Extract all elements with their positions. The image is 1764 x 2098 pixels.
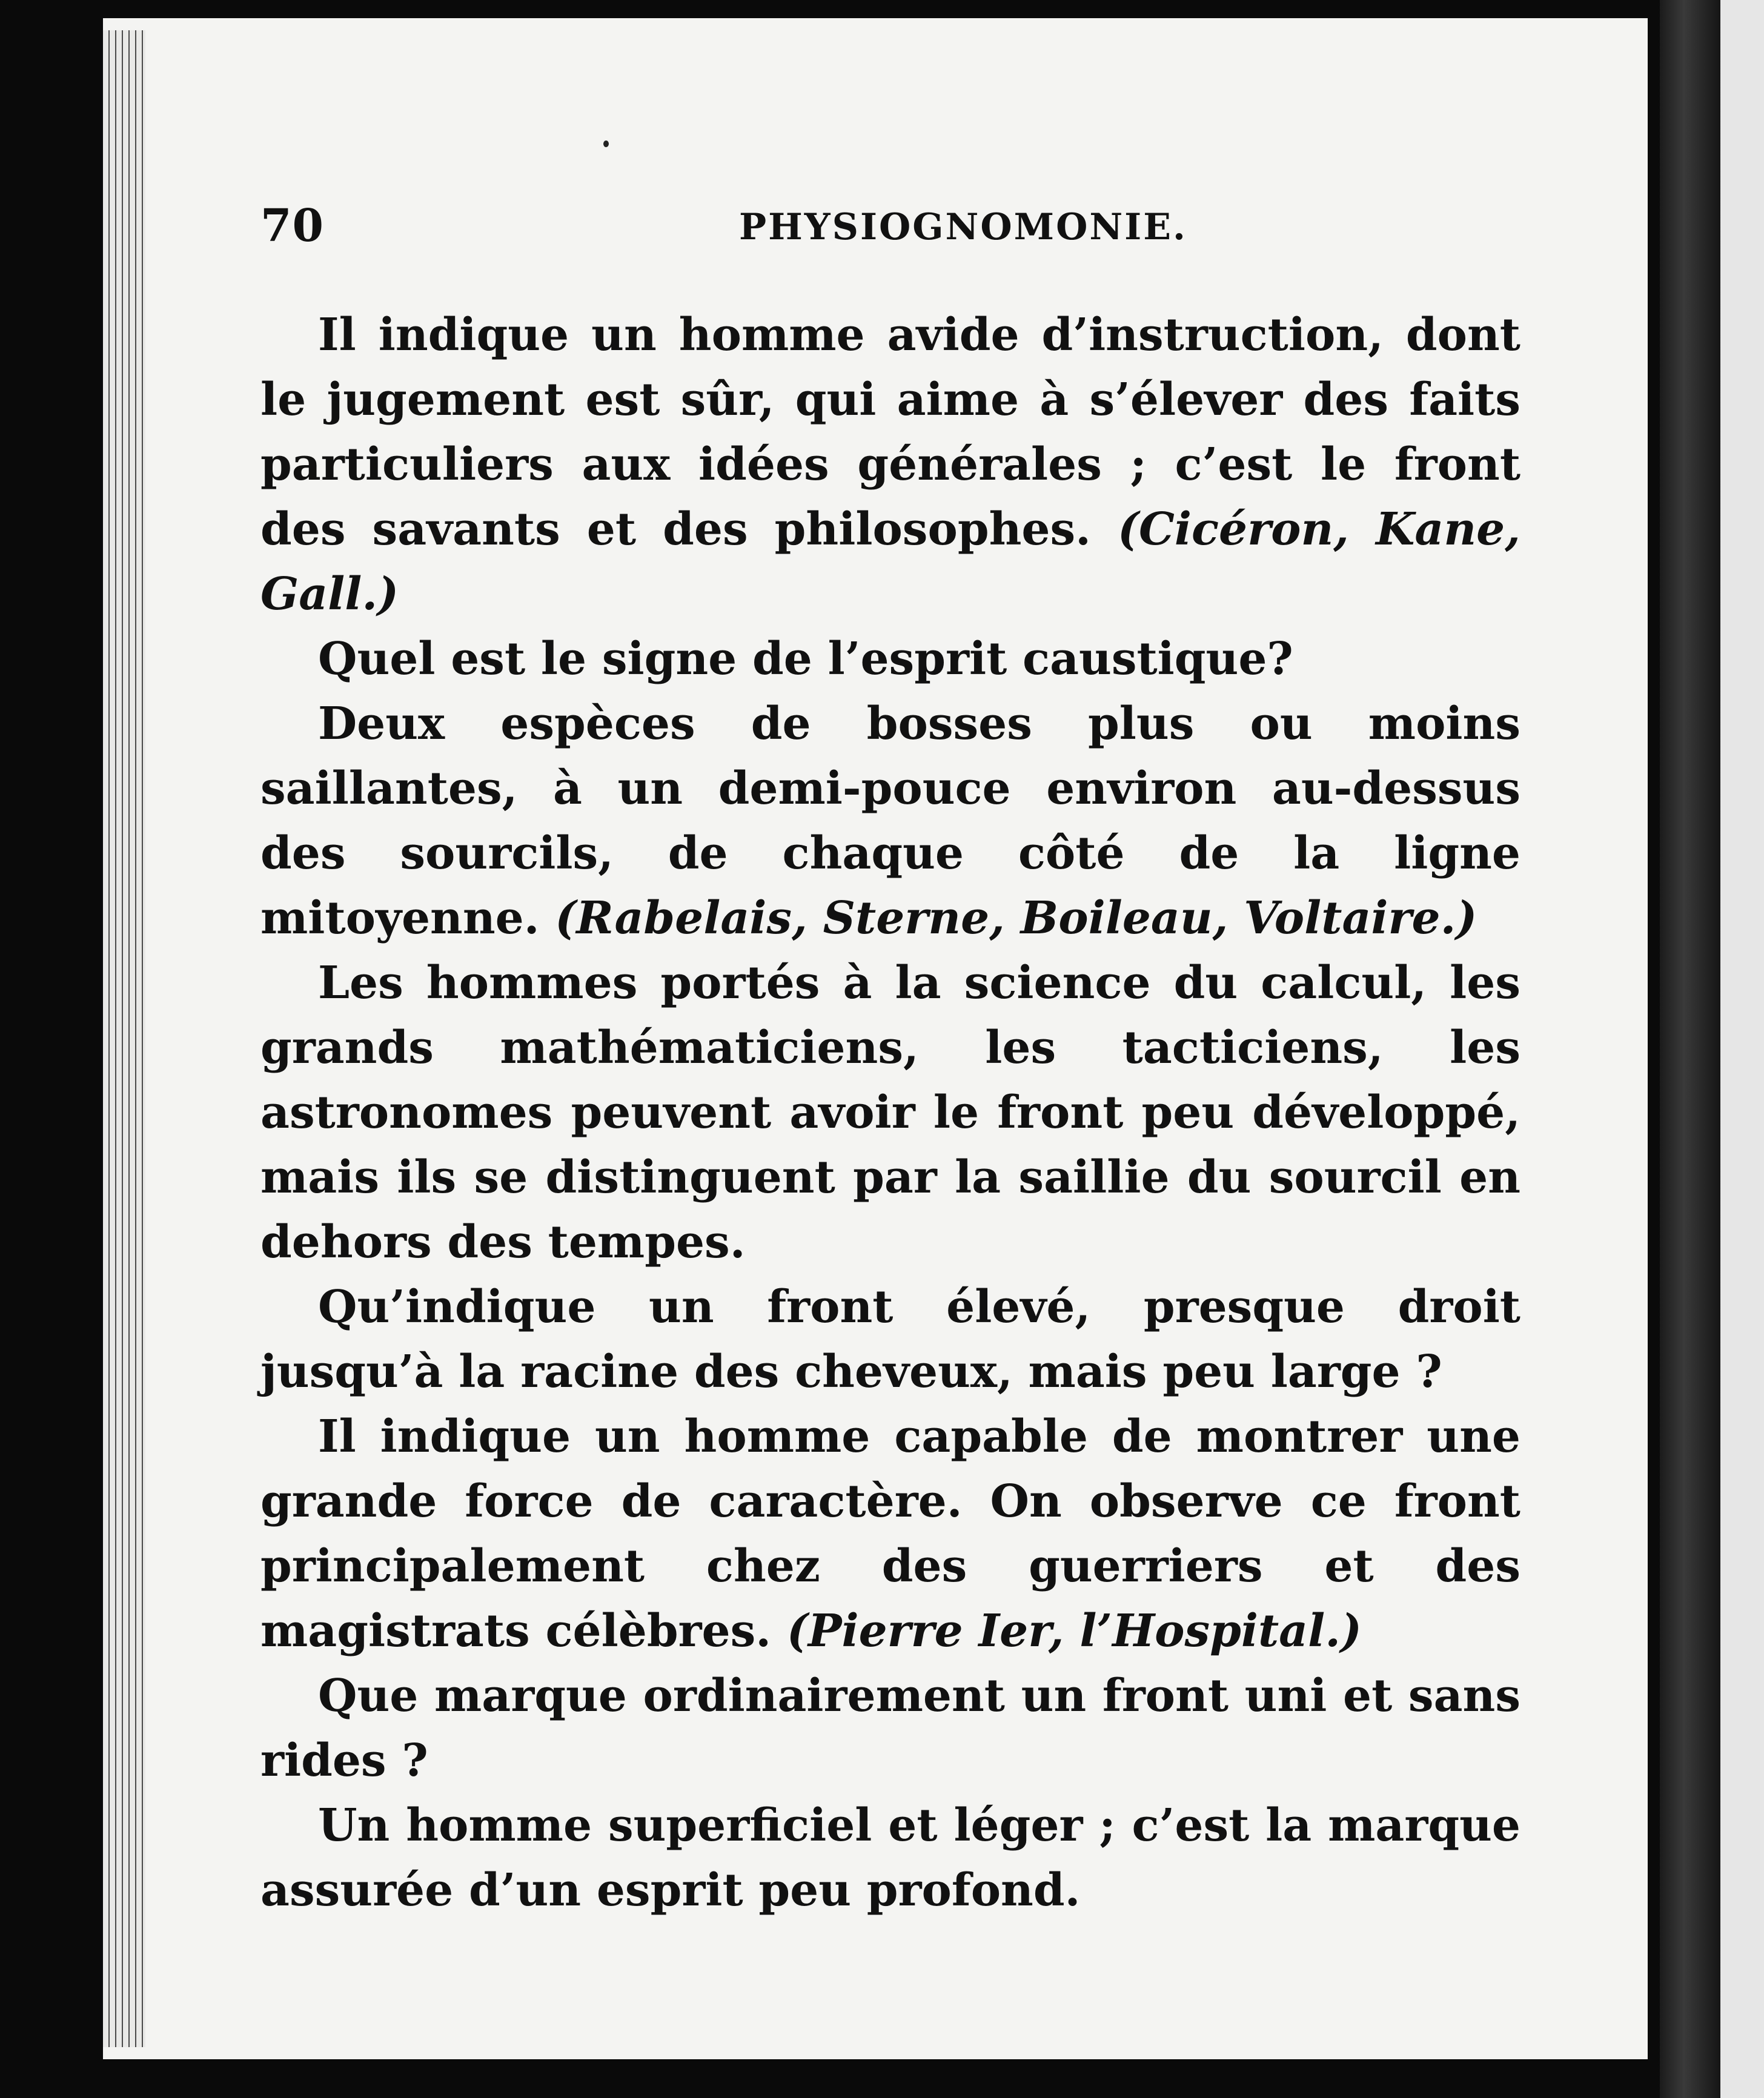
- ink-speck: [603, 141, 609, 147]
- paragraph: [260, 1405, 1520, 1664]
- citation: (Rabelais, Sterne, Boileau, Voltaire.): [555, 892, 1477, 944]
- paragraph-text: Qu’indique un front élevé, presque droit jusqu’à la racine des cheveux, mais peu large ?: [260, 1281, 1520, 1398]
- paragraph: [260, 951, 1520, 1275]
- running-header: [260, 200, 1545, 254]
- paragraph-text: Que marque ordinairement un front uni et sans rides ?: [260, 1670, 1520, 1787]
- paragraph: [260, 1793, 1520, 1923]
- paragraph: [260, 692, 1520, 951]
- citation: (Cicéron, Kane, Gall.): [260, 503, 1520, 620]
- page-block-edges: [103, 30, 145, 2047]
- paragraph-text: Il indique un homme capable de montrer une grande force de caractère. On observe ce front principalement chez des guerriers et des magistrats célèbres.: [260, 1411, 1520, 1657]
- body-text: [260, 303, 1520, 1923]
- paragraph: [260, 303, 1520, 627]
- paragraph-text: Deux espèces de bosses plus ou moins saillantes, à un demi-pouce environ au-dessus des sourcils, de chaque côté de la ligne mitoyenne.: [260, 698, 1520, 944]
- citation: (Pierre Ier, l’Hospital.): [786, 1605, 1362, 1657]
- paragraph-text: Les hommes portés à la science du calcul, les grands mathématiciens, les tacticiens, les astronomes peuvent avoir le front peu développé, mais ils se distinguent par la saillie du sourcil en dehors des tempes.: [260, 957, 1520, 1268]
- page-number: 70: [260, 200, 324, 252]
- paragraph-text: Quel est le signe de l’esprit caustique?: [318, 633, 1293, 685]
- scan-margin: [1720, 0, 1764, 2098]
- book-binding: [1660, 0, 1720, 2098]
- running-title: PHYSIOGNOMONIE.: [739, 206, 1187, 248]
- paragraph-text: Un homme superficiel et léger ; c’est la marque assurée d’un esprit peu profond.: [260, 1799, 1520, 1916]
- paragraph: [260, 1664, 1520, 1793]
- paragraph: [260, 1275, 1520, 1405]
- paragraph: [260, 627, 1520, 692]
- paragraph-text: Il indique un homme avide d’instruction, dont le jugement est sûr, qui aime à s’élever des faits particuliers aux idées générales ; c’est le front des savants et des philosophes.: [260, 309, 1520, 555]
